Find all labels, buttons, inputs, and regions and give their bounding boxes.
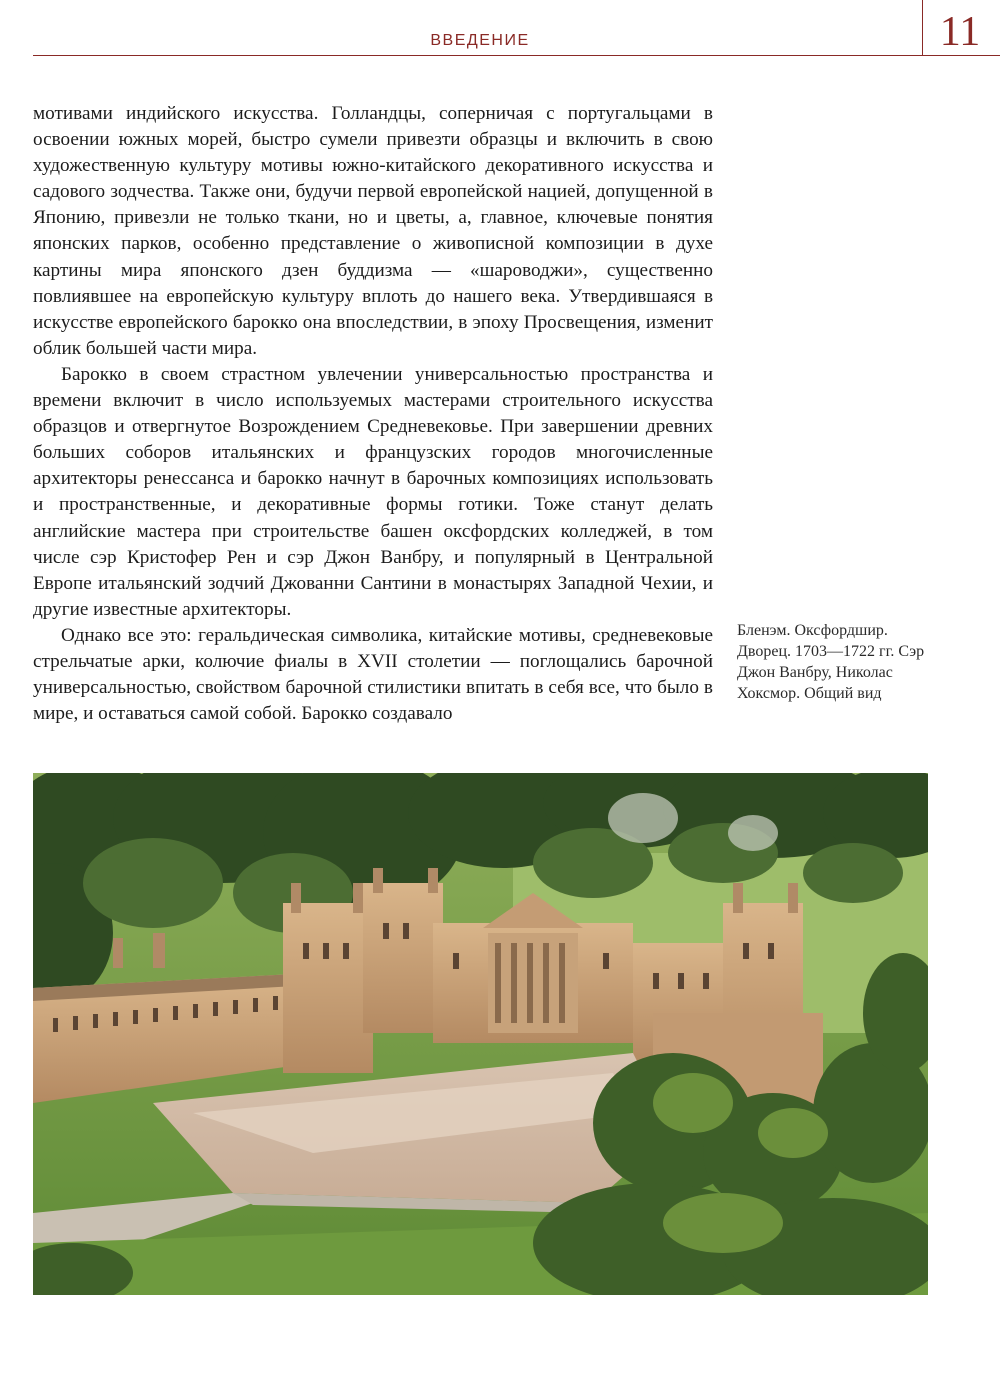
header-rule — [33, 55, 1000, 56]
paragraph-2: Барокко в своем страстном увлечении универсальностью пространства и времени включит в число используемых мастерами строительного искусства образцов и отвергнутое Возрождением Средневековье. При завершении древних больших соборов итальянских и французских городов многочисленные архитекторы ренессанса и барокко начнут в барочных композициях использовать и пространственные, и декоративные формы готики. Тоже станут делать английские мастера при строительстве башен оксфордских колледжей, в том числе сэр Кристофер Рен и сэр Джон Ванбру, и популярный в Центральной Европе итальянский зодчий Джованни Сантини в монастырях Западной Чехии, и другие известные архитекторы. — [33, 363, 713, 620]
running-head: ВВЕДЕНИЕ — [430, 32, 530, 49]
page-number: 11 — [939, 9, 981, 55]
paragraph-3: Однако все это: геральдическая символика, китайские мотивы, средневековые стрельчатые арки, колючие фиалы в XVII столетии — поглощались барочной универсальностью, свойством барочной стилистики впитать в себя все, что было в мире, и оставаться самой собой. Барокко создавало — [33, 624, 713, 725]
blenheim-palace-photo — [33, 773, 928, 1295]
paragraph-1: мотивами индийского искусства. Голландцы, соперничая с португальцами в освоении южных морей, быстро сумели привезти образцы и включить в свою художественную культуру мотивы южно-китайского декоративного искусства и садового зодчества. Также они, будучи первой европейской нацией, допущенной в Японию, привезли не только ткани, но и цветы, а, главное, ключевые понятия японских парков, особенно представление о живописной композиции в духе картины мира японского дзен буддизма — «шароводжи», существенно повлиявшее на европейскую культуру вплоть до нашего века. Утвердившаяся в искусстве европейского барокко она впоследствии, в эпоху Просвещения, изменит облик большей части мира. — [33, 103, 713, 359]
palace-illustration — [33, 773, 928, 1295]
figure-caption: Бленэм. Оксфордшир. Дворец. 1703—1722 гг. Сэр Джон Ванбру, Николас Хоксмор. Общий вид — [737, 622, 925, 702]
body-text — [33, 101, 713, 727]
